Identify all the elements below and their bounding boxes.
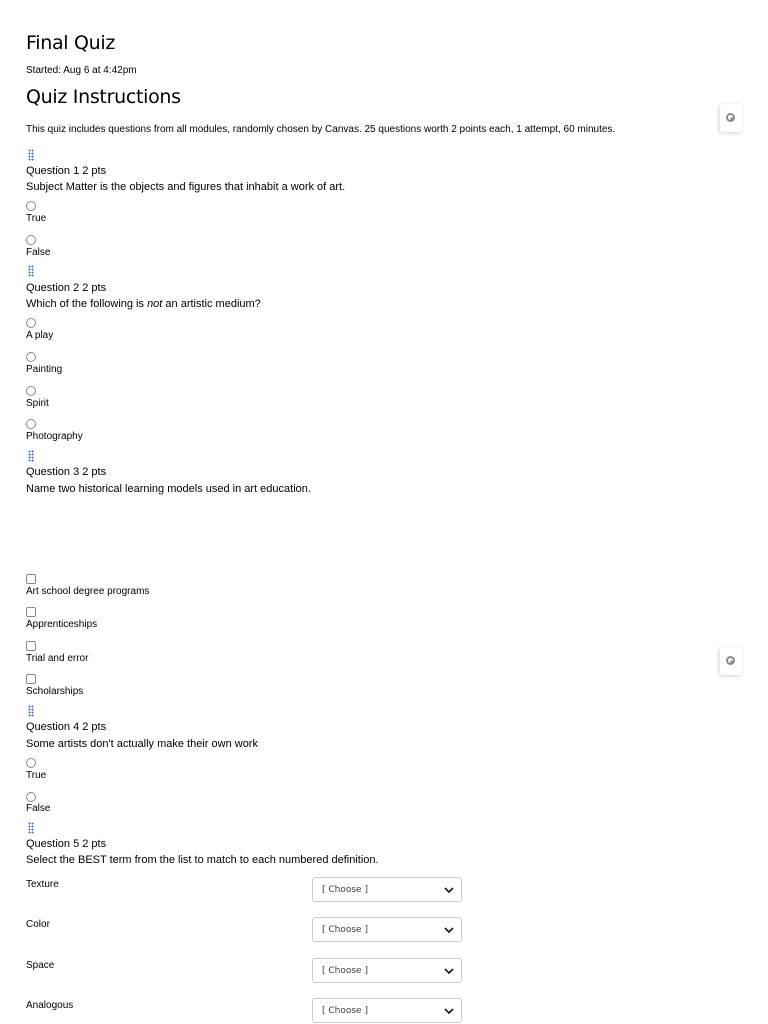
q2-option-painting: Painting	[26, 364, 63, 375]
select-value: [ Choose ]	[322, 966, 368, 976]
match-term-texture: Texture	[26, 879, 59, 890]
q4-option-false: False	[26, 803, 51, 814]
question-5-prompt: Select the BEST term from the list to match to each numbered definition.	[26, 854, 379, 866]
grip-dots-icon[interactable]	[28, 149, 34, 161]
chevron-down-icon	[444, 967, 454, 975]
q2-radio-photography[interactable]	[26, 419, 36, 429]
q2-prompt-emphasis: not	[147, 298, 163, 310]
match-term-color: Color	[26, 919, 50, 930]
question-5-header: Question 5 2 pts	[26, 838, 107, 850]
question-3-header: Question 3 2 pts	[26, 466, 107, 478]
q2-radio-a-play[interactable]	[26, 318, 36, 328]
question-1-header: Question 1 2 pts	[26, 165, 107, 177]
q4-radio-true[interactable]	[26, 758, 36, 768]
select-value: [ Choose ]	[322, 925, 368, 935]
q1-option-false: False	[26, 247, 51, 258]
q3-option-art-school: Art school degree programs	[26, 586, 150, 597]
question-1-prompt: Subject Matter is the objects and figures that inhabit a work of art.	[26, 181, 346, 193]
chevron-down-icon	[444, 1007, 454, 1015]
q3-option-trial-and-error: Trial and error	[26, 653, 89, 664]
match-select-space[interactable]	[312, 958, 462, 983]
side-tab-top[interactable]	[720, 104, 742, 132]
q1-radio-true[interactable]	[26, 201, 36, 211]
chevron-down-icon	[444, 886, 454, 894]
question-2-prompt	[26, 298, 261, 310]
question-3-prompt: Name two historical learning models used in art education.	[26, 483, 311, 495]
q2-option-a-play: A play	[26, 330, 54, 341]
started-timestamp: Started: Aug 6 at 4:42pm	[26, 65, 137, 76]
grip-dots-icon[interactable]	[28, 822, 34, 834]
match-select-analogous[interactable]	[312, 998, 462, 1023]
grip-dots-icon[interactable]	[28, 450, 34, 462]
instructions-text: This quiz includes questions from all modules, randomly chosen by Canvas. 25 questions worth 2 points each, 1 attempt, 60 minutes.	[26, 124, 616, 135]
q2-prompt-after: an artistic medium?	[162, 298, 261, 310]
match-term-analogous: Analogous	[26, 1000, 74, 1011]
q2-radio-spirit[interactable]	[26, 386, 36, 396]
select-value: [ Choose ]	[322, 1006, 368, 1016]
q3-option-scholarships: Scholarships	[26, 686, 84, 697]
q2-prompt-before: Which of the following is	[26, 298, 148, 310]
q2-radio-painting[interactable]	[26, 352, 36, 362]
page-title: Final Quiz	[26, 32, 116, 54]
q3-checkbox-apprenticeships[interactable]	[26, 607, 36, 617]
q3-option-apprenticeships: Apprenticeships	[26, 619, 98, 630]
q1-radio-false[interactable]	[26, 235, 36, 245]
side-tab-middle[interactable]	[720, 647, 742, 675]
q2-option-photography: Photography	[26, 431, 83, 442]
match-term-space: Space	[26, 960, 55, 971]
q3-checkbox-art-school[interactable]	[26, 574, 36, 584]
q2-option-spirit: Spirit	[26, 398, 49, 409]
pin-icon	[726, 656, 735, 665]
match-select-texture[interactable]	[312, 877, 462, 902]
q3-checkbox-trial-and-error[interactable]	[26, 641, 36, 651]
chevron-down-icon	[444, 926, 454, 934]
select-value: [ Choose ]	[322, 885, 368, 895]
match-select-color[interactable]	[312, 917, 462, 942]
grip-dots-icon[interactable]	[28, 265, 34, 277]
q4-radio-false[interactable]	[26, 792, 36, 802]
question-4-header: Question 4 2 pts	[26, 721, 107, 733]
grip-dots-icon[interactable]	[28, 705, 34, 717]
q3-checkbox-scholarships[interactable]	[26, 674, 36, 684]
pin-icon	[726, 113, 735, 122]
instructions-heading: Quiz Instructions	[26, 86, 181, 108]
q4-option-true: True	[26, 770, 47, 781]
q1-option-true: True	[26, 213, 47, 224]
question-4-prompt: Some artists don't actually make their own work	[26, 738, 258, 750]
question-2-header: Question 2 2 pts	[26, 282, 107, 294]
